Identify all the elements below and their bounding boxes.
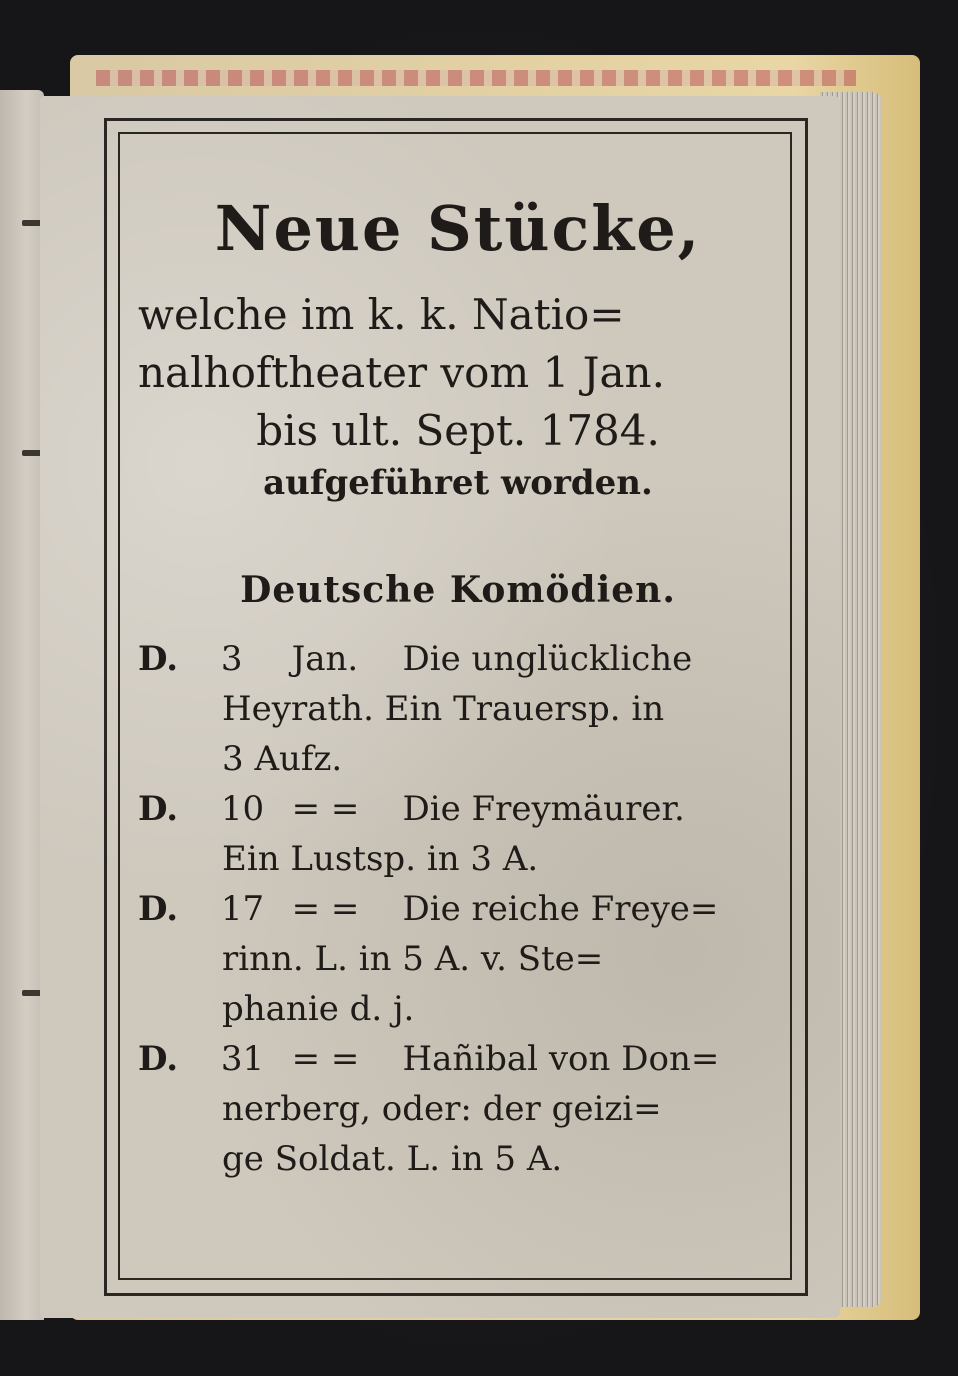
entry-day: 31 (220, 1039, 265, 1079)
entry-month: Jan. (291, 639, 359, 679)
entry-text: Ein Lustsp. in 3 A. (222, 839, 539, 879)
entry-text: Heyrath. Ein Trauersp. in (222, 689, 665, 729)
page-title: Neue Stücke, (214, 192, 702, 265)
entry-text: Die reiche Freye= (402, 889, 719, 929)
cover-top-edge (96, 70, 856, 86)
entry-text: Hañibal von Don= (402, 1039, 720, 1079)
entry-text: Die Freymäurer. (402, 789, 685, 829)
list-item (138, 884, 778, 1034)
entry-date-label: D. (138, 889, 179, 929)
entry-text: Die unglückliche (402, 639, 693, 679)
heading-line: aufgeführet worden. (263, 463, 653, 503)
list-item (138, 634, 778, 784)
entry-text: phanie d. j. (222, 989, 415, 1029)
entry-day: 3 (220, 639, 243, 679)
heading-line: bis ult. Sept. 1784. (256, 406, 660, 455)
list-item (138, 784, 778, 884)
entry-date-label: D. (138, 639, 179, 679)
entry-ditto: = = (291, 889, 360, 929)
entry-ditto: = = (291, 789, 360, 829)
entry-date-label: D. (138, 1039, 179, 1079)
page-heading (138, 286, 778, 506)
entry-ditto: = = (291, 1039, 360, 1079)
list-item (138, 1034, 778, 1184)
entry-text: 3 Aufz. (222, 739, 343, 779)
entry-text: nerberg, oder: der geizi= (222, 1089, 662, 1129)
left-page-edge (0, 90, 44, 1320)
entry-date-label: D. (138, 789, 179, 829)
entry-text: ge Soldat. L. in 5 A. (222, 1139, 563, 1179)
entry-day: 17 (220, 889, 265, 929)
entry-day: 10 (220, 789, 265, 829)
page-text (138, 178, 778, 1184)
heading-line: welche im k. k. Natio= (138, 290, 625, 339)
heading-line: nalhoftheater vom 1 Jan. (138, 348, 665, 397)
section-heading: Deutsche Komödien. (240, 569, 676, 611)
entry-text: rinn. L. in 5 A. v. Ste= (222, 939, 604, 979)
